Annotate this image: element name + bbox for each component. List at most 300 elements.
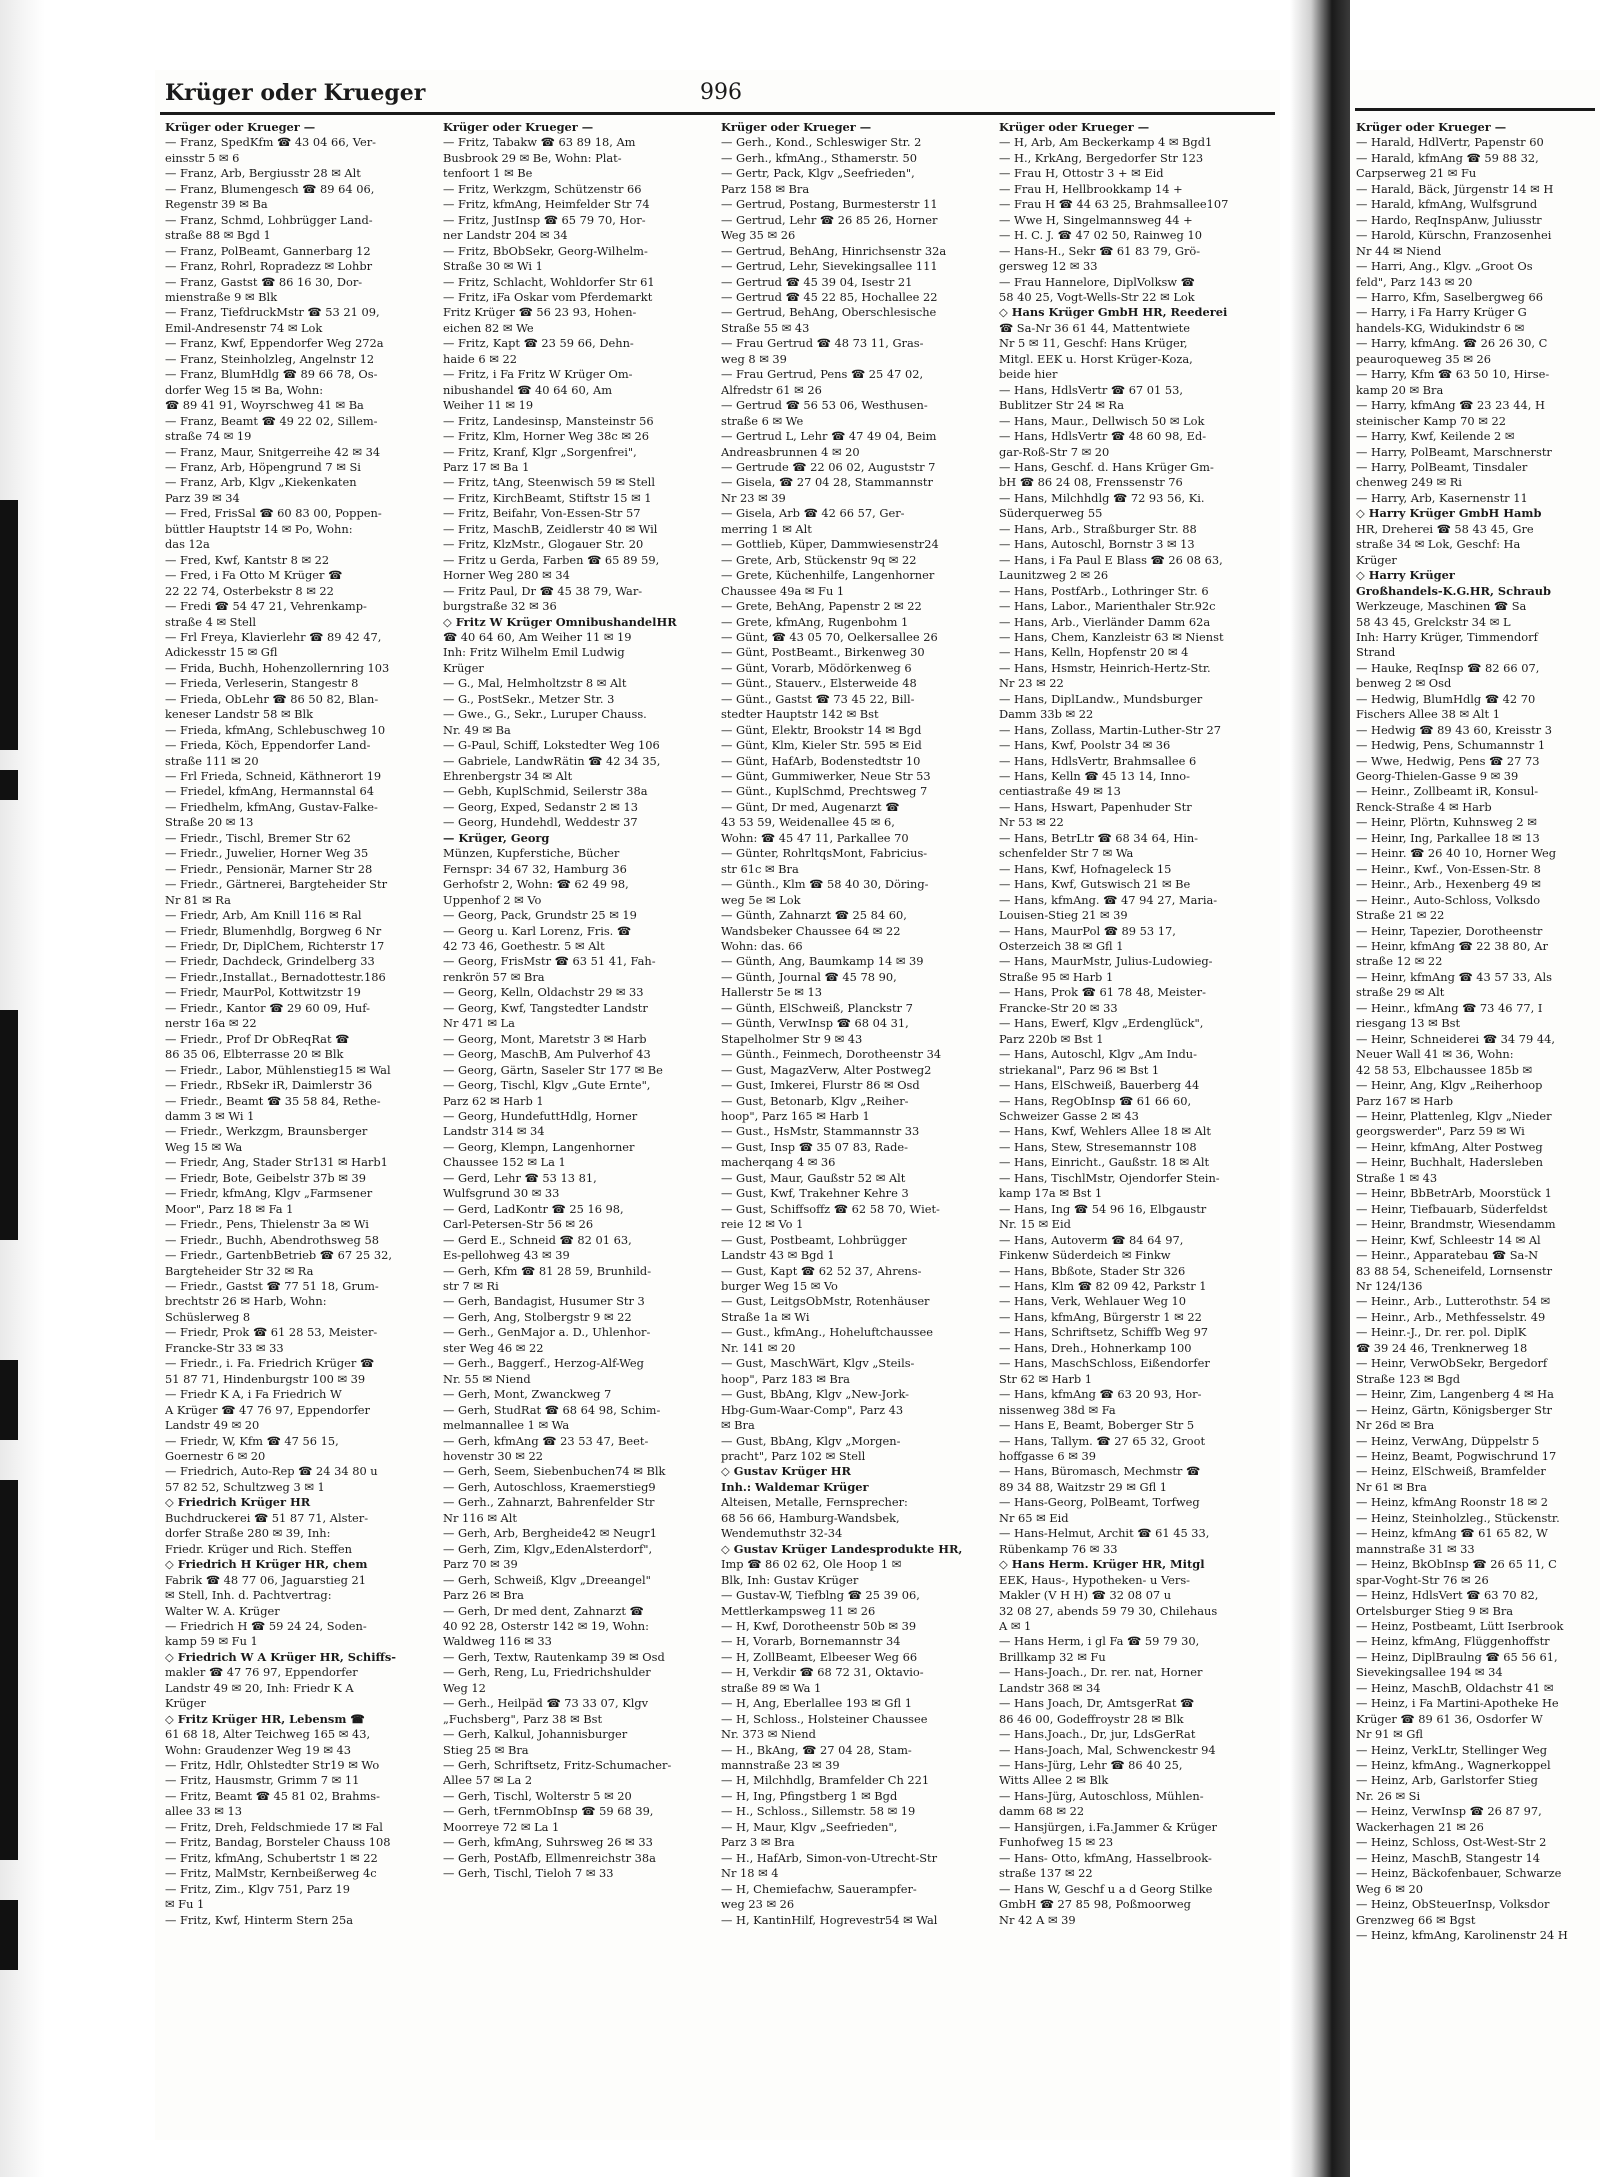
directory-entry: 32 08 27, abends 59 79 30, Chilehaus [999,1603,1218,1618]
directory-entry: Francke-Str 33 ✉ 33 [165,1340,284,1355]
directory-entry: — Franz, Arb, Bergiusstr 28 ✉ Alt [165,166,361,181]
directory-entry: — Gerh, Schweiß, Klgv „Dreeangel" [443,1572,651,1587]
directory-entry: — Hans-Georg, PolBeamt, Torfweg [999,1495,1200,1510]
directory-entry: mienstraße 9 ✉ Blk [165,289,278,304]
directory-entry: GmbH ☎ 27 85 98, Poßmoorweg [999,1897,1191,1912]
directory-entry: — Georg, Kelln, Oldachstr 29 ✉ 33 [443,985,644,1000]
directory-entry: — Hardo, ReqInspAnw, Juliusstr [1356,212,1542,227]
directory-entry: Wohn: das. 66 [721,939,803,954]
directory-entry: — H, Schloss., Holsteiner Chaussee [721,1711,928,1726]
directory-entry: straße 4 ✉ Stell [165,614,257,629]
directory-entry: 42 58 53, Elbchaussee 185b ✉ [1356,1062,1533,1077]
directory-entry: — Heinr., Arb., Hexenberg 49 ✉ [1356,877,1541,892]
directory-entry: Parz 26 ✉ Bra [443,1588,524,1603]
directory-entry: ✉ Fu 1 [165,1897,205,1912]
directory-entry: — Hans, Kwf, Gutswisch 21 ✉ Be [999,877,1191,892]
directory-entry: — Friedr., Tischl, Bremer Str 62 [165,830,351,845]
directory-entry: hoop", Parz 165 ✉ Harb 1 [721,1109,870,1123]
directory-entry: — Heinr, Ang, Klgv „Reiherhoop [1356,1078,1543,1093]
directory-entry: hoop", Parz 183 ✉ Bra [721,1371,850,1386]
directory-entry: — Gerh, Kfm ☎ 81 28 59, Brunhild- [443,1263,652,1278]
directory-entry: — Fritz, Kranf, Klgr „Sorgenfrei", [443,444,637,459]
directory-entry: Allee 57 ✉ La 2 [443,1773,533,1788]
directory-entry: — Frau H, Ottostr 3 + ✉ Eid [999,166,1164,181]
directory-entry: Nr. 15 ✉ Eid [999,1217,1071,1232]
directory-entry: das 12a [165,537,210,552]
directory-entry: — Gottlieb, Küper, Dammwiesenstr24 [721,537,939,552]
directory-entry: — Gerh, kfmAng, Suhrsweg 26 ✉ 33 [443,1835,653,1850]
directory-entry: Carl-Petersen-Str 56 ✉ 26 [443,1217,594,1232]
directory-entry: Straße 20 ✉ 13 [165,815,254,830]
directory-entry: — Heinr, Plattenleg, Klgv „Nieder [1356,1109,1552,1123]
directory-entry: — Hans, Klm ☎ 82 09 42, Parkstr 1 [999,1278,1207,1293]
directory-entry: — Gerh, Dr med dent, Zahnarzt ☎ [443,1603,644,1618]
directory-entry: Fernspr: 34 67 32, Hamburg 36 [443,861,627,876]
directory-entry: — Georg, Exped, Sedanstr 2 ✉ 13 [443,799,638,814]
directory-entry: Moorreye 72 ✉ La 1 [443,1819,560,1834]
directory-entry: mannstraße 31 ✉ 33 [1356,1541,1475,1556]
directory-entry: 89 34 88, Waitzstr 29 ✉ Gfl 1 [999,1479,1168,1494]
directory-entry: Nr 65 ✉ Eid [999,1510,1069,1525]
directory-entry: — Franz, Arb, Klgv „Kiekenkaten [165,475,357,490]
directory-entry: — Heinz, VerwInsp ☎ 26 87 97, [1356,1804,1542,1819]
directory-entry: — Gertrud, Lehr ☎ 26 85 26, Horner [721,212,938,227]
directory-entry: Schweizer Gasse 2 ✉ 43 [999,1109,1139,1123]
directory-column-3 [721,120,991,2120]
directory-entry: Wohn: Graudenzer Weg 19 ✉ 43 [165,1742,351,1757]
directory-entry: — Hans Herm, i gl Fa ☎ 59 79 30, [999,1634,1200,1649]
directory-entry: — Heinz, kfmAng., Wagnerkoppel [1356,1758,1551,1773]
directory-entry: Funhofweg 15 ✉ 23 [999,1835,1114,1850]
directory-entry: — Friedel, kfmAng, Hermannstal 64 [165,784,375,799]
directory-entry: Großhandels-K.G.HR, Schraub [1356,583,1551,598]
directory-entry: straße 6 ✉ We [721,413,804,428]
directory-entry: Nr. 49 ✉ Ba [443,722,511,737]
directory-entry: Nr 5 ✉ 11, Geschf: Hans Krüger, [999,336,1188,351]
directory-entry: — Frieda, ObLehr ☎ 86 50 82, Blan- [165,691,379,706]
directory-entry: — Fritz, MaschB, Zeidlerstr 40 ✉ Wil [443,521,658,536]
directory-entry: — Heinr, Schneiderei ☎ 34 79 44, [1356,1031,1555,1046]
directory-entry: — Friedr, MaurPol, Kottwitzstr 19 [165,985,361,1000]
directory-entry: — Friedr, Ang, Stader Str131 ✉ Harb1 [165,1155,388,1170]
directory-entry: — Heinz, i Fa Martini-Apotheke He [1356,1696,1559,1711]
directory-entry: — Franz, Schmd, Lohbrügger Land- [165,212,373,227]
directory-entry: — Gust, Betonarb, Klgv „Reiher- [721,1093,909,1108]
directory-entry: ◇ Friedrich H Krüger HR, chem [165,1557,368,1572]
directory-entry: — Grete, kfmAng, Rugenbohm 1 [721,614,909,629]
directory-entry: feld", Parz 143 ✉ 20 [1356,274,1473,289]
directory-entry: — Gerh., Kond., Schleswiger Str. 2 [721,135,922,150]
directory-entry: merring 1 ✉ Alt [721,521,812,536]
directory-entry: kamp 59 ✉ Fu 1 [165,1634,258,1649]
page-header [155,80,1280,112]
directory-entry: — Fritz, Tabakw ☎ 63 89 18, Am [443,135,636,150]
directory-entry: — Heinz, Postbeamt, Lütt Iserbrook [1356,1618,1564,1633]
directory-entry: Witts Allee 2 ✉ Blk [999,1773,1109,1788]
directory-entry: — Heinz, Arb, Garlstorfer Stieg [1356,1773,1538,1788]
directory-entry: — G-Paul, Schiff, Lokstedter Weg 106 [443,738,660,753]
directory-entry: Münzen, Kupferstiche, Bücher [443,846,620,861]
directory-entry: — Georg, Klempn, Langenhorner [443,1139,635,1154]
directory-entry: — Fritz u Gerda, Farben ☎ 65 89 59, [443,552,660,567]
directory-entry: Friedr. Krüger und Rich. Steffen [165,1541,352,1556]
directory-entry: — Friedr., Prof Dr ObReqRat ☎ [165,1031,350,1046]
directory-entry: weg 8 ✉ 39 [721,351,787,366]
directory-entry: nibushandel ☎ 40 64 60, Am [443,382,613,397]
directory-entry: — Hans, Einricht., Gaußstr. 18 ✉ Alt [999,1155,1210,1170]
directory-entry: Wulfsgrund 30 ✉ 33 [443,1186,560,1201]
directory-entry: — Hans-Jürg, Autoschloss, Mühlen- [999,1788,1204,1803]
directory-entry: — Heinz, Steinholzleg., Stückenstr. [1356,1510,1560,1525]
directory-entry: reie 12 ✉ Vo 1 [721,1217,804,1232]
directory-entry: — Heinz, DiplBraulng ☎ 65 56 61, [1356,1649,1558,1664]
column-continuation-head: Krüger oder Krueger — [165,120,316,134]
directory-page [155,70,1280,2140]
directory-entry: — Heinz, Gärtn, Königsberger Str [1356,1402,1552,1417]
directory-entry: Str 62 ✉ Harb 1 [999,1371,1093,1386]
facing-header-rule [1355,108,1595,111]
directory-entry: Nr 23 ✉ 39 [721,490,786,505]
directory-entry: — Frau Gertrud, Pens ☎ 25 47 02, [721,367,924,382]
directory-entry: — Georg, Pack, Grundstr 25 ✉ 19 [443,908,637,923]
directory-entry: — Georg, Kwf, Tangstedter Landstr [443,1000,648,1015]
directory-entry: — Friedr., Pensionär, Marner Str 28 [165,861,373,876]
directory-entry: — Frida, Buchh, Hohenzollernring 103 [165,660,390,675]
directory-entry: — Harald, kfmAng ☎ 59 88 32, [1356,150,1539,165]
directory-entry: — H., BkAng, ☎ 27 04 28, Stam- [721,1742,912,1757]
directory-entry: — Friedr, Blumenhdlg, Borgweg 6 Nr [165,923,382,938]
directory-entry: Hallerstr 5e ✉ 13 [721,985,822,1000]
directory-entry: — Gisela, Arb ☎ 42 66 57, Ger- [721,506,905,521]
directory-entry: — Gertrud ☎ 45 39 04, Isestr 21 [721,274,913,289]
directory-entry: — Gerh, Tischl, Wolterstr 5 ✉ 20 [443,1788,632,1803]
directory-entry: — Hans, Prok ☎ 61 78 48, Meister- [999,985,1206,1000]
directory-entry: Parz 70 ✉ 39 [443,1557,518,1572]
directory-entry: mannstraße 23 ✉ 39 [721,1758,840,1773]
directory-entry: str 61c ✉ Bra [721,861,799,876]
directory-entry: burgstraße 32 ✉ 36 [443,599,557,614]
directory-entry: — Heinr, Tapezier, Dorotheenstr [1356,923,1543,938]
directory-entry: 86 35 06, Elbterrasse 20 ✉ Blk [165,1047,344,1062]
directory-entry: Landstr 49 ✉ 20, Inh: Friedr K A [165,1680,354,1695]
directory-entry: burger Weg 15 ✉ Vo [721,1278,838,1293]
directory-entry: Inh: Harry Krüger, Timmendorf [1356,629,1538,644]
column-continuation-head: Krüger oder Krueger — [443,120,594,134]
directory-entry: Nr 23 ✉ 22 [999,676,1064,691]
directory-entry: — Harry, kfmAng. ☎ 26 26 30, C [1356,336,1548,351]
directory-entry: — Gerh, Reng, Lu, Friedrichshulder [443,1665,651,1680]
directory-entry: — Gertrude ☎ 22 06 02, Auguststr 7 [721,459,936,474]
directory-entry: Krüger ☎ 89 61 36, Osdorfer W [1356,1711,1543,1726]
directory-entry: Nr 91 ✉ Gfl [1356,1727,1424,1742]
directory-entry: ◇ Gustav Krüger HR [721,1464,851,1479]
directory-entry: beide hier [999,367,1058,382]
directory-entry: — H. C. J. ☎ 47 02 50, Rainweg 10 [999,228,1202,243]
directory-entry: Renck-Straße 4 ✉ Harb [1356,799,1492,814]
directory-entry: — Gertr, Pack, Klgv „Seefrieden", [721,166,915,181]
directory-entry: — Fritz, JustInsp ☎ 65 79 70, Hor- [443,212,646,227]
directory-entry: — Hansjürgen, i.Fa.Jammer & Krüger [999,1819,1217,1834]
directory-entry: Nr. 55 ✉ Niend [443,1371,531,1386]
directory-column-5 [1356,120,1600,2120]
directory-entry: 40 92 28, Osterstr 142 ✉ 19, Wohn: [443,1618,649,1633]
directory-entry: Mettlerkampsweg 11 ✉ 26 [721,1603,876,1618]
directory-entry: — Gustav-W, Tiefblng ☎ 25 39 06, [721,1588,920,1603]
directory-entry: — Hans, MaschSchloss, Eißendorfer [999,1356,1210,1371]
directory-entry: Parz 62 ✉ Harb 1 [443,1093,544,1108]
directory-entry: — Georg, Mont, Maretstr 3 ✉ Harb [443,1031,647,1046]
directory-entry: — Gust, Kwf, Trakehner Kehre 3 [721,1186,909,1201]
directory-entry: — Gertrud, Postang, Burmesterstr 11 [721,197,938,212]
directory-entry: Landstr 314 ✉ 34 [443,1124,545,1139]
directory-entry: ☎ Sa-Nr 36 61 44, Mattentwiete [999,320,1190,335]
directory-entry: — Fritz, Beamt ☎ 45 81 02, Brahms- [165,1788,380,1803]
directory-entry: — Frau H ☎ 44 63 25, Brahmsallee107 [999,197,1229,212]
directory-entry: — Gerh., GenMajor a. D., Uhlenhor- [443,1325,651,1340]
directory-entry: Buchdruckerei ☎ 51 87 71, Alster- [165,1510,369,1525]
directory-entry: — Gwe., G., Sekr., Luruper Chauss. [443,707,647,722]
directory-entry: Nr 471 ✉ La [443,1016,515,1031]
directory-entry: — Heinz, kfmAng ☎ 61 65 82, W [1356,1526,1548,1541]
directory-entry: — Hans, Zollass, Martin-Luther-Str 27 [999,722,1222,737]
directory-entry: — H, Ing, Pfingstberg 1 ✉ Bgd [721,1788,898,1803]
directory-entry: Damm 33b ✉ 22 [999,707,1094,722]
running-head: Krüger oder Krueger [165,80,426,106]
directory-entry: straße 88 ✉ Bgd 1 [165,228,271,243]
directory-entry: — Günt, Vorarb, Mödörkenweg 6 [721,660,912,675]
directory-entry: Straße 30 ✉ Wi 1 [443,259,543,274]
directory-entry: — Harald, kfmAng, Wulfsgrund [1356,197,1538,212]
directory-entry: haide 6 ✉ 22 [443,351,517,366]
directory-entry: — Franz, Kwf, Eppendorfer Weg 272a [165,336,384,351]
directory-entry: straße 12 ✉ 22 [1356,954,1443,969]
directory-entry: — Hans Joach, Dr, AmtsgerRat ☎ [999,1696,1195,1711]
directory-entry: — Hans, Tallym. ☎ 27 65 32, Groot [999,1433,1206,1448]
directory-entry: Werkzeuge, Maschinen ☎ Sa [1356,599,1527,614]
directory-entry: — Hans, Autoschl, Klgv „Am Indu- [999,1047,1197,1062]
directory-entry: — Friedr.,Installat., Bernadottestr.186 [165,969,386,984]
directory-entry: Parz 39 ✉ 34 [165,490,240,505]
directory-entry: — Hans, HdlsVertr ☎ 67 01 53, [999,382,1184,397]
directory-entry: — Hans-Jürg, Lehr ☎ 86 40 25, [999,1758,1183,1773]
directory-entry: — Günt, Elektr, Brookstr 14 ✉ Bgd [721,722,922,737]
directory-entry: Ortelsburger Stieg 9 ✉ Bra [1356,1603,1514,1618]
directory-entry: HR, Dreherei ☎ 58 43 45, Gre [1356,521,1534,536]
directory-entry: — Franz, Steinholzleg, Angelnstr 12 [165,351,375,366]
directory-entry: ◇ Hans Krüger GmbH HR, Reederei [999,305,1228,320]
directory-entry: Nr 61 ✉ Bra [1356,1479,1427,1494]
directory-entry: — Fritz, Zim., Klgv 751, Parz 19 [165,1881,351,1896]
directory-entry: bH ☎ 86 24 08, Frenssenstr 76 [999,475,1183,490]
directory-entry: — Heinz, ObSteuerInsp, Volksdor [1356,1897,1550,1912]
directory-entry: ☎ 39 24 46, Trenknerweg 18 [1356,1340,1528,1355]
directory-entry: büttler Hauptstr 14 ✉ Po, Wohn: [165,521,353,536]
directory-entry: — Friedhelm, kfmAng, Gustav-Falke- [165,799,378,814]
directory-entry: Straße 55 ✉ 43 [721,320,810,335]
directory-entry: Landstr 368 ✉ 34 [999,1680,1101,1695]
directory-entry: — H., KrkAng, Bergedorfer Str 123 [999,150,1204,165]
directory-entry: — Gerh., Heilpäd ☎ 73 33 07, Klgv [443,1696,649,1711]
directory-entry: — Fritz, Klm, Horner Weg 38c ✉ 26 [443,429,649,444]
directory-entry: Wandsbeker Chaussee 64 ✉ 22 [721,923,901,938]
directory-entry: — Harro, Kfm, Saselbergweg 66 [1356,289,1543,304]
directory-entry: — Hans, kfmAng, Bürgerstr 1 ✉ 22 [999,1309,1202,1324]
directory-entry: Krüger [443,660,484,675]
directory-entry: — Georg, MaschB, Am Pulverhof 43 [443,1047,651,1062]
directory-entry: — Georg u. Karl Lorenz, Fris. ☎ [443,923,632,938]
directory-entry: Chaussee 49a ✉ Fu 1 [721,583,845,598]
directory-entry: — Heinz, ElSchweiß, Bramfelder [1356,1464,1546,1479]
directory-entry: — Friedr, W, Kfm ☎ 47 56 15, [165,1433,339,1448]
directory-entry: — Friedr., Kantor ☎ 29 60 09, Huf- [165,1000,370,1015]
directory-entry: einsstr 5 ✉ 6 [165,150,240,165]
directory-entry: — Krüger, Georg [443,830,550,845]
directory-entry: benweg 2 ✉ Osd [1356,676,1452,691]
directory-entry: 58 40 25, Vogt-Wells-Str 22 ✉ Lok [999,289,1195,304]
directory-entry: — Gust, MagazVerw, Alter Postweg2 [721,1062,932,1077]
directory-entry: straße 34 ✉ Lok, Geschf: Ha [1356,537,1521,552]
directory-entry: centiastraße 49 ✉ 13 [999,784,1121,799]
directory-entry: ◇ Fritz W Krüger OmnibushandelHR [443,614,677,629]
directory-entry: — H, KantinHilf, Hogrevestr54 ✉ Wal [721,1912,938,1927]
directory-entry: — Fritz, KirchBeamt, Stiftstr 15 ✉ 1 [443,490,652,505]
directory-entry: Moor", Parz 18 ✉ Fa 1 [165,1201,294,1216]
directory-entry: — Franz, BlumHdlg ☎ 89 66 78, Os- [165,367,378,382]
directory-entry: — Friedr., Beamt ☎ 35 58 84, Rethe- [165,1093,381,1108]
directory-entry: — Friedrich, Auto-Rep ☎ 24 34 80 u [165,1464,378,1479]
directory-entry: Inh.: Waldemar Krüger [721,1479,869,1494]
directory-entry: — Hans, Arb., Vierländer Damm 62a [999,614,1211,629]
directory-entry: — Günt, Dr med, Augenarzt ☎ [721,799,900,814]
directory-entry: — Fredi ☎ 54 47 21, Vehrenkamp- [165,599,367,614]
directory-entry: Es-pellohweg 43 ✉ 39 [443,1248,570,1263]
directory-entry: — Frau Hannelore, DiplVolksw ☎ [999,274,1195,289]
directory-entry: — Harry, PolBeamt, Marschnerstr [1356,444,1552,459]
directory-entry: straße 29 ✉ Alt [1356,985,1445,1000]
directory-entry: — Friedr, Prok ☎ 61 28 53, Meister- [165,1325,378,1340]
directory-entry: — Fritz, iFa Oskar vom Pferdemarkt [443,289,653,304]
directory-entry: 22 22 74, Osterbekstr 8 ✉ 22 [165,583,334,598]
directory-entry: — Gust, MaschWärt, Klgv „Steils- [721,1356,915,1371]
directory-entry: — Heinr., Apparatebau ☎ Sa-N [1356,1248,1539,1263]
directory-entry: Grenzweg 66 ✉ Bgst [1356,1912,1476,1927]
directory-entry: — Hans, Ewerf, Klgv „Erdenglück", [999,1016,1204,1031]
directory-entry: Stapelholmer Str 9 ✉ 43 [721,1031,863,1046]
directory-entry: — Heinz, VerwAng, Düppelstr 5 [1356,1433,1540,1448]
directory-entry: — Hans, Schriftsetz, Schiffb Weg 97 [999,1325,1209,1340]
directory-entry: — Gerh, Mont, Zwanckweg 7 [443,1387,612,1402]
directory-entry: schenfelder Str 7 ✉ Wa [999,846,1134,861]
directory-entry: — Hans, TischlMstr, Ojendorfer Stein- [999,1170,1220,1185]
directory-entry: straße 89 ✉ Wa 1 [721,1680,822,1695]
directory-entry: 42 73 46, Goethestr. 5 ✉ Alt [443,939,605,954]
directory-entry: — Hans, Kwf, Wehlers Allee 18 ✉ Alt [999,1124,1211,1139]
directory-entry: Wendemuthstr 32-34 [721,1526,843,1541]
directory-entry: Louisen-Stieg 21 ✉ 39 [999,908,1128,923]
directory-entry: Weg 6 ✉ 20 [1356,1881,1423,1896]
directory-entry: — Heinr, kfmAng ☎ 43 57 33, Als [1356,969,1552,984]
directory-entry: Uppenhof 2 ✉ Vo [443,892,542,907]
directory-entry: — Hans, Dreh., Hohnerkamp 100 [999,1340,1192,1355]
directory-entry: — Gabriele, LandwRätin ☎ 42 34 35, [443,753,661,768]
directory-entry: — Frau H, Hellbrookkamp 14 + [999,181,1183,196]
directory-entry: — Gertrud L, Lehr ☎ 47 49 04, Beim [721,429,937,444]
directory-entry: — Harry, Kfm ☎ 63 50 10, Hirse- [1356,367,1550,382]
directory-entry: Inh: Fritz Wilhelm Emil Ludwig [443,645,625,660]
directory-entry: — Heinr.-J., Dr. rer. pol. DiplK [1356,1325,1527,1340]
directory-entry: — Frau Gertrud ☎ 48 73 11, Gras- [721,336,924,351]
directory-entry: — Frieda, Köch, Eppendorfer Land- [165,738,371,753]
directory-entry: — Fritz, Landesinsp, Mansteinstr 56 [443,413,654,428]
directory-entry: — Günter, RohrltqsMont, Fabricius- [721,846,928,861]
directory-entry: Nr 42 A ✉ 39 [999,1912,1076,1927]
directory-entry: — Gerh., Zahnarzt, Bahrenfelder Str [443,1495,655,1510]
directory-entry: ✉ Stell, Inh. d. Pachtvertrag: [165,1588,332,1603]
directory-entry: — Hans, Ing ☎ 54 96 16, Elbgaustr [999,1201,1207,1216]
directory-entry: — Harold, Kürschn, Franzosenhei [1356,228,1552,243]
directory-entry: Georg-Thielen-Gasse 9 ✉ 39 [1356,769,1519,784]
directory-entry: kamp 20 ✉ Bra [1356,382,1444,397]
directory-entry: Straße 1 ✉ 43 [1356,1170,1438,1185]
directory-entry: — Heinz, kfmAng Roonstr 18 ✉ 2 [1356,1495,1548,1510]
directory-entry: — Heinz, Schloss, Ost-West-Str 2 [1356,1835,1547,1850]
directory-entry: — Hans, Milchhdlg ☎ 72 93 56, Ki. [999,490,1205,505]
directory-entry: — Gust., kfmAng., Hoheluftchaussee [721,1325,934,1340]
directory-entry: nissenweg 38d ✉ Fa [999,1402,1116,1417]
directory-entry: — Heinr., Zollbeamt iR, Konsul- [1356,784,1539,799]
directory-entry: — Hans W, Geschf u a d Georg Stilke [999,1881,1213,1896]
directory-entry: — Franz, Maur, Snitgerreihe 42 ✉ 34 [165,444,381,459]
directory-entry: ◇ Friedrich Krüger HR [165,1495,311,1510]
facing-page-fragment [1350,70,1600,2140]
directory-entry: — Fred, FrisSal ☎ 60 83 00, Poppen- [165,506,382,521]
directory-entry: — Gisela, ☎ 27 04 28, Stammannstr [721,475,933,490]
directory-entry: — Hans, Kwf, Poolstr 34 ✉ 36 [999,738,1171,753]
directory-entry: — Heinr., Auto-Schloss, Volksdo [1356,892,1541,907]
directory-entry: Walter W. A. Krüger [165,1603,280,1618]
directory-entry: makler ☎ 47 76 97, Eppendorfer [165,1665,358,1680]
directory-entry: — Frl Freya, Klavierlehr ☎ 89 42 47, [165,629,382,644]
directory-entry: — Heinr, Buchhalt, Hadersleben [1356,1155,1543,1170]
directory-entry: Francke-Str 20 ✉ 33 [999,1000,1118,1015]
directory-entry: Finkenw Süderdeich ✉ Finkw [999,1248,1171,1263]
directory-entry: — Hans, Autoverm ☎ 84 64 97, [999,1232,1184,1247]
directory-entry: — Harald, Bäck, Jürgenstr 14 ✉ H [1356,181,1554,196]
directory-entry: — Günt., Stauerv., Elsterweide 48 [721,676,917,691]
directory-entry: — Hans- Otto, kfmAng, Hasselbrook- [999,1850,1212,1865]
directory-entry: — Hans, BetrLtr ☎ 68 34 64, Hin- [999,830,1199,845]
directory-entry: — Gerh, Arb, Bergheide42 ✉ Neugr1 [443,1526,657,1541]
directory-entry: — Günth., Klm ☎ 58 40 30, Döring- [721,877,929,892]
directory-entry: — Heinr, Zim, Langenberg 4 ✉ Ha [1356,1387,1554,1402]
directory-entry: ◇ Gustav Krüger Landesprodukte HR, [721,1541,963,1556]
directory-entry: — Hans, Kelln ☎ 45 13 14, Inno- [999,769,1190,784]
scan-left-edge [0,0,45,2177]
directory-entry: steinischer Kamp 70 ✉ 22 [1356,413,1506,428]
directory-entry: Rübenkamp 76 ✉ 33 [999,1541,1118,1556]
directory-column-4 [999,120,1269,2120]
directory-entry: — Friedr., i. Fa. Friedrich Krüger ☎ [165,1356,375,1371]
directory-entry: — Hedwig, Pens, Schumannstr 1 [1356,738,1546,753]
directory-entry: — Heinr, Plörtn, Kuhnsweg 2 ✉ [1356,815,1537,830]
directory-entry: — Hans, i Fa Paul E Blass ☎ 26 08 63, [999,552,1223,567]
directory-entry: weg 5e ✉ Lok [721,892,801,907]
directory-entry: — Günth, Ang, Baumkamp 14 ✉ 39 [721,954,924,969]
directory-entry: — Heinz, BkObInsp ☎ 26 65 11, C [1356,1557,1557,1572]
directory-entry: — Georg, FrisMstr ☎ 63 51 41, Fah- [443,954,656,969]
directory-entry: Parz 3 ✉ Bra [721,1835,795,1850]
directory-entry: — Gerh, PostAfb, Ellmenreichstr 38a [443,1850,656,1865]
